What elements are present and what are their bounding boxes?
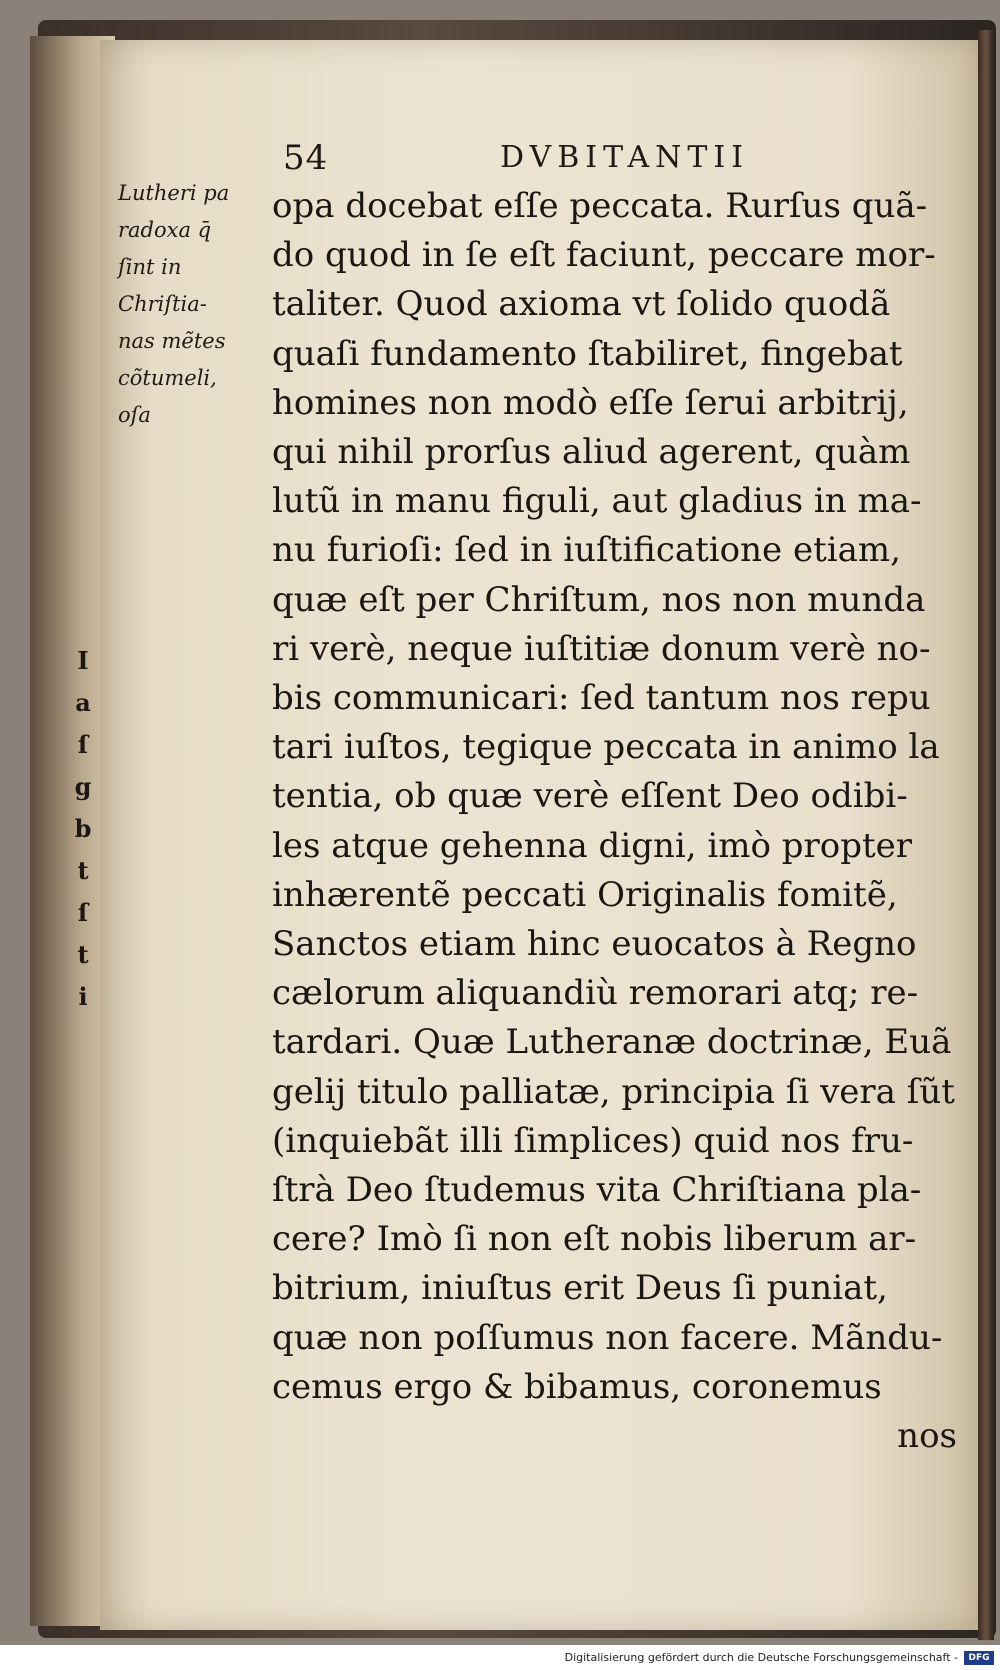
bleed-letter: t — [77, 940, 89, 969]
bleed-letter: ſ — [77, 730, 89, 759]
margin-note-line: ſint in — [118, 255, 182, 279]
funding-credit: Digitalisierung gefördert durch die Deutsche Forschungsgemeinschaft - — [564, 1651, 958, 1664]
text-line: opa docebat eſſe peccata. Rurſus quã- — [272, 186, 928, 226]
bleed-letter: ſ — [77, 898, 89, 927]
margin-note-line: radoxa q̄ — [118, 218, 212, 242]
text-line: quaſi fundamento ſtabiliret, fingebat — [272, 333, 903, 374]
text-line: bitrium, iniuſtus erit Deus ſi puniat, — [272, 1268, 888, 1309]
text-line: cemus ergo & bibamus, coronemus — [272, 1366, 882, 1407]
bleed-letter: a — [75, 688, 91, 717]
text-line: quæ non poſſumus non facere. Mãndu- — [272, 1317, 943, 1358]
bleed-letter: g — [74, 772, 92, 801]
text-line: gelij titulo palliatæ, principia ſi vera ſũt — [272, 1071, 955, 1112]
text-line: inhærentẽ peccati Originalis fomitẽ, — [272, 874, 898, 915]
page-number: 54 — [283, 138, 329, 178]
bleed-letter: I — [77, 646, 89, 675]
text-line: tentia, ob quæ verè eſſent Deo odibi- — [272, 776, 908, 817]
book-edge-right — [978, 30, 994, 1640]
text-line: tardari. Quæ Lutheranæ doctrinæ, Euã — [272, 1022, 952, 1063]
text-line: ſtrà Deo ſtudemus vita Chriſtiana pla- — [272, 1170, 922, 1211]
footer-bar — [0, 1648, 1000, 1670]
margin-note-line: nas mẽtes — [118, 329, 226, 353]
text-line: homines non modò eſſe ſerui arbitrij, — [272, 382, 909, 423]
text-line: tari iuſtos, tegique peccata in animo la — [272, 727, 940, 768]
dfg-logo: DFG — [964, 1651, 994, 1665]
text-line: quæ eſt per Chriſtum, nos non munda — [272, 579, 926, 620]
text-line: cælorum aliquandiù remorari atq; re- — [272, 973, 919, 1014]
bleed-letter: i — [78, 982, 88, 1011]
running-head: DVBITANTII — [500, 140, 750, 175]
margin-note-line: oſa — [118, 403, 151, 427]
margin-note-line: cõtumeli, — [118, 366, 217, 390]
text-line: nu furioſi: ſed in iuſtificatione etiam, — [272, 530, 901, 571]
text-line: bis communicari: ſed tantum nos repu — [272, 678, 931, 719]
catchword: nos — [897, 1416, 957, 1457]
text-line: cere? Imò ſi non eſt nobis liberum ar- — [272, 1219, 917, 1260]
margin-note — [118, 175, 278, 434]
text-line: ri verè, neque iuſtitiæ donum verè no- — [272, 628, 931, 669]
body-text — [272, 182, 962, 1461]
text-line: Sanctos etiam hinc euocatos à Regno — [272, 924, 917, 965]
bleed-through-letters — [72, 640, 94, 1011]
text-line: (inquiebãt illi ſimplices) quid nos fru- — [272, 1120, 914, 1161]
bleed-letter: t — [77, 856, 89, 885]
text-line: lutũ in manu figuli, aut gladius in ma- — [272, 481, 922, 522]
text-line: qui nihil prorſus aliud agerent, quàm — [272, 432, 911, 473]
text-line: les atque gehenna digni, imò propter — [272, 825, 913, 866]
margin-note-line: Chriſtia- — [118, 292, 207, 316]
text-line: taliter. Quod axioma vt ſolido quodã — [272, 284, 891, 325]
text-line: do quod in ſe eſt faciunt, peccare mor- — [272, 235, 936, 276]
bleed-letter: b — [74, 814, 92, 843]
margin-note-line: Lutheri pa — [118, 181, 230, 205]
